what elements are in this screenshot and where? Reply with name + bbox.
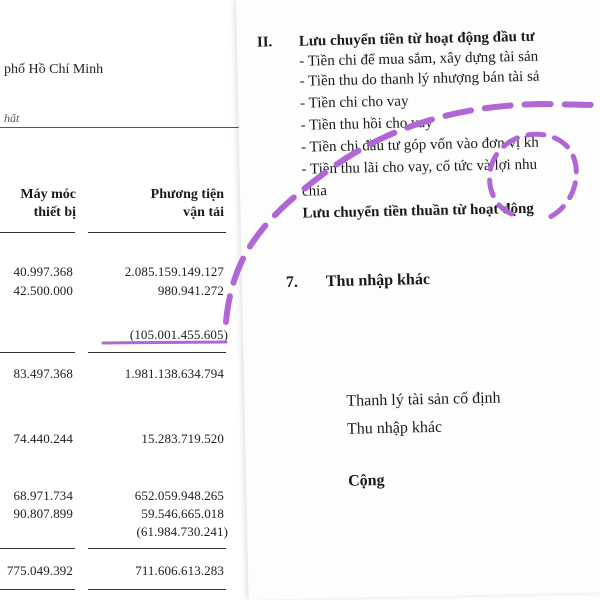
cell-c1-r1: 40.997.368 <box>13 264 73 279</box>
note-item-2: Thu nhập khác <box>346 418 443 438</box>
col1-header-line2: thiết bị <box>33 205 76 221</box>
cell-c1-r4: 83.497.368 <box>13 366 73 381</box>
cell-c2-r2: 980.941.272 <box>157 283 224 298</box>
section-title: Lưu chuyển tiền từ hoạt động đầu tư <box>298 28 535 50</box>
right-page <box>236 0 600 600</box>
note-item-1: Thanh lý tài sản cố định <box>346 389 501 410</box>
net-cashflow-line: Lưu chuyển tiền thuần từ hoạt động <box>302 200 535 222</box>
cell-c2-r9: 711.606.613.283 <box>135 563 224 578</box>
cell-c1-r6: 68.971.734 <box>13 488 73 503</box>
cell-c1-r9: 775.049.392 <box>6 563 73 578</box>
header-city: phố Hồ Chí Minh <box>4 62 104 77</box>
cell-c2-r7: 59.546.665.018 <box>141 506 224 521</box>
header-rule-c2 <box>88 232 226 233</box>
cell-c2-r1: 2.085.159.149.127 <box>124 264 224 279</box>
header-sub: hất <box>4 111 20 125</box>
header-rule <box>0 127 245 128</box>
subtotal-rule-c2-b <box>88 548 226 549</box>
cell-c1-r2: 42.500.000 <box>13 283 73 298</box>
cell-c2-r6: 652.059.948.265 <box>134 488 224 503</box>
subtotal-rule-c1-b <box>0 548 75 549</box>
cashflow-item-1: - Tiền chi để mua sắm, xây dựng tài sản <box>299 48 539 70</box>
col1-header <box>0 186 76 222</box>
cashflow-item-5: - Tiền chi đầu tư góp vốn vào đơn vị kh <box>300 134 539 156</box>
col2-header-line1: Phương tiện <box>150 187 224 202</box>
total-rule-c1 <box>0 589 75 590</box>
subtotal-rule-c2-a <box>88 352 226 353</box>
cashflow-item-6: - Tiền thu lãi cho vay, cổ tức và lợi nhu <box>301 156 538 178</box>
cashflow-item-6-wrap: chia <box>301 183 328 200</box>
cashflow-item-4: - Tiền thu hồi cho vay <box>300 114 433 134</box>
cashflow-item-2: - Tiền thu do thanh lý nhượng bán tài sả <box>299 68 540 90</box>
cell-c2-r4: 1.981.138.634.794 <box>124 366 224 381</box>
col2-header-line2: vận tải <box>183 205 224 221</box>
section-number: II. <box>256 34 273 51</box>
cashflow-item-3: - Tiền chi cho vay <box>300 93 409 112</box>
cell-c1-r7: 90.807.899 <box>13 506 73 521</box>
note-title: Thu nhập khác <box>325 271 431 291</box>
note-total: Cộng <box>347 471 385 490</box>
cell-c1-r5: 74.440.244 <box>13 431 73 446</box>
cell-c2-r8: (61.984.730.241) <box>136 524 228 539</box>
annotation-underline <box>103 342 226 343</box>
header-rule-c1 <box>0 232 75 233</box>
col1-header-line1: Máy móc <box>20 187 76 202</box>
total-rule-c2 <box>88 589 226 590</box>
cell-c2-r5: 15.283.719.520 <box>141 431 224 446</box>
col2-header <box>120 186 224 222</box>
subtotal-rule-c1-a <box>0 352 75 353</box>
note-number: 7. <box>285 273 299 292</box>
cell-c2-r3: (105.001.455.605) <box>129 327 228 342</box>
